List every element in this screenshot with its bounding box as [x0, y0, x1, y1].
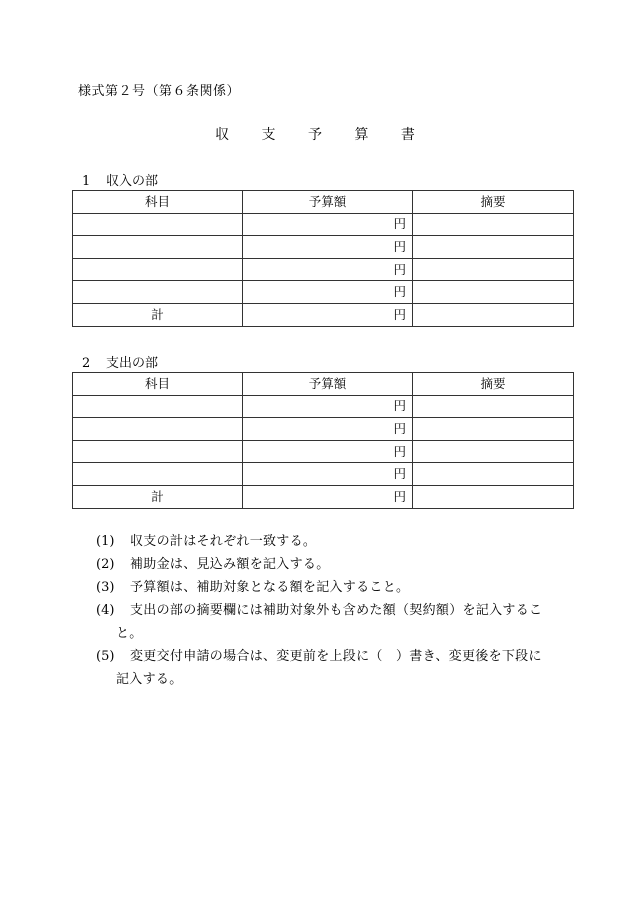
- column-header-remarks: 摘要: [413, 373, 574, 396]
- table-header-row: [73, 373, 574, 396]
- subject-cell[interactable]: [73, 281, 243, 304]
- remarks-cell[interactable]: [413, 213, 574, 236]
- form-label: 様式第２号（第６条関係）: [78, 84, 241, 99]
- note-item: [96, 576, 576, 599]
- amount-cell[interactable]: 円: [243, 440, 413, 463]
- remarks-cell[interactable]: [413, 440, 574, 463]
- note-number: (2): [96, 557, 115, 572]
- note-text-line: 収支の計はそれぞれ一致する。: [130, 534, 317, 549]
- note-text: [130, 553, 576, 576]
- subject-cell[interactable]: [73, 463, 243, 486]
- subject-cell[interactable]: [73, 418, 243, 441]
- remarks-cell[interactable]: [413, 418, 574, 441]
- amount-cell[interactable]: 円: [243, 213, 413, 236]
- subject-cell[interactable]: [73, 258, 243, 281]
- table-header-row: [73, 191, 574, 214]
- remarks-cell[interactable]: [413, 236, 574, 259]
- note-text-line: 予算額は、補助対象となる額を記入すること。: [130, 580, 410, 595]
- total-remarks-cell[interactable]: [413, 485, 574, 508]
- remarks-cell[interactable]: [413, 281, 574, 304]
- income-section-heading: [82, 170, 158, 189]
- subject-cell[interactable]: [73, 236, 243, 259]
- table-row: [73, 258, 574, 281]
- section-number: 1: [82, 174, 91, 189]
- total-amount-cell[interactable]: 円: [243, 303, 413, 326]
- note-item: [96, 645, 576, 691]
- column-header-budget: 予算額: [243, 191, 413, 214]
- table-row: [73, 440, 574, 463]
- note-number: (5): [96, 649, 115, 664]
- total-row: [73, 485, 574, 508]
- column-header-remarks: 摘要: [413, 191, 574, 214]
- table-row: [73, 463, 574, 486]
- note-text-line: 補助金は、見込み額を記入する。: [130, 557, 330, 572]
- total-amount-cell[interactable]: 円: [243, 485, 413, 508]
- note-item: [96, 553, 576, 576]
- note-number: (4): [96, 603, 115, 618]
- remarks-cell[interactable]: [413, 463, 574, 486]
- total-label-cell: 計: [73, 303, 243, 326]
- note-text-line: 変更交付申請の場合は、変更前を上段に（ ）書き、変更後を下段に: [130, 649, 542, 664]
- expense-section-heading: [82, 352, 158, 371]
- document-title: 収 支 予 算 書: [215, 127, 429, 143]
- amount-cell[interactable]: 円: [243, 236, 413, 259]
- amount-cell[interactable]: 円: [243, 281, 413, 304]
- note-number: (3): [96, 580, 115, 595]
- note-text-continuation: 記入する。: [116, 672, 183, 687]
- subject-cell[interactable]: [73, 213, 243, 236]
- table-row: [73, 395, 574, 418]
- table-row: [73, 236, 574, 259]
- amount-cell[interactable]: 円: [243, 395, 413, 418]
- income-table: [72, 190, 574, 327]
- remarks-cell[interactable]: [413, 395, 574, 418]
- total-label-cell: 計: [73, 485, 243, 508]
- note-text-line: 支出の部の摘要欄には補助対象外も含めた額（契約額）を記入するこ: [130, 603, 543, 618]
- section-title: 支出の部: [106, 356, 159, 371]
- total-row: [73, 303, 574, 326]
- subject-cell[interactable]: [73, 440, 243, 463]
- section-title: 収入の部: [106, 174, 159, 189]
- note-text: [116, 645, 576, 691]
- remarks-cell[interactable]: [413, 258, 574, 281]
- table-row: [73, 418, 574, 441]
- note-text: [116, 599, 576, 645]
- total-remarks-cell[interactable]: [413, 303, 574, 326]
- note-text-continuation: と。: [116, 626, 143, 641]
- expense-table: [72, 372, 574, 509]
- column-header-subject: 科目: [73, 191, 243, 214]
- note-number: (1): [96, 534, 115, 549]
- note-item: [96, 530, 576, 553]
- note-text: [130, 530, 576, 553]
- table-row: [73, 213, 574, 236]
- subject-cell[interactable]: [73, 395, 243, 418]
- note-item: [96, 599, 576, 645]
- section-number: 2: [82, 356, 91, 371]
- column-header-subject: 科目: [73, 373, 243, 396]
- note-text: [130, 576, 576, 599]
- column-header-budget: 予算額: [243, 373, 413, 396]
- notes-list: [96, 530, 576, 691]
- amount-cell[interactable]: 円: [243, 418, 413, 441]
- amount-cell[interactable]: 円: [243, 463, 413, 486]
- amount-cell[interactable]: 円: [243, 258, 413, 281]
- table-row: [73, 281, 574, 304]
